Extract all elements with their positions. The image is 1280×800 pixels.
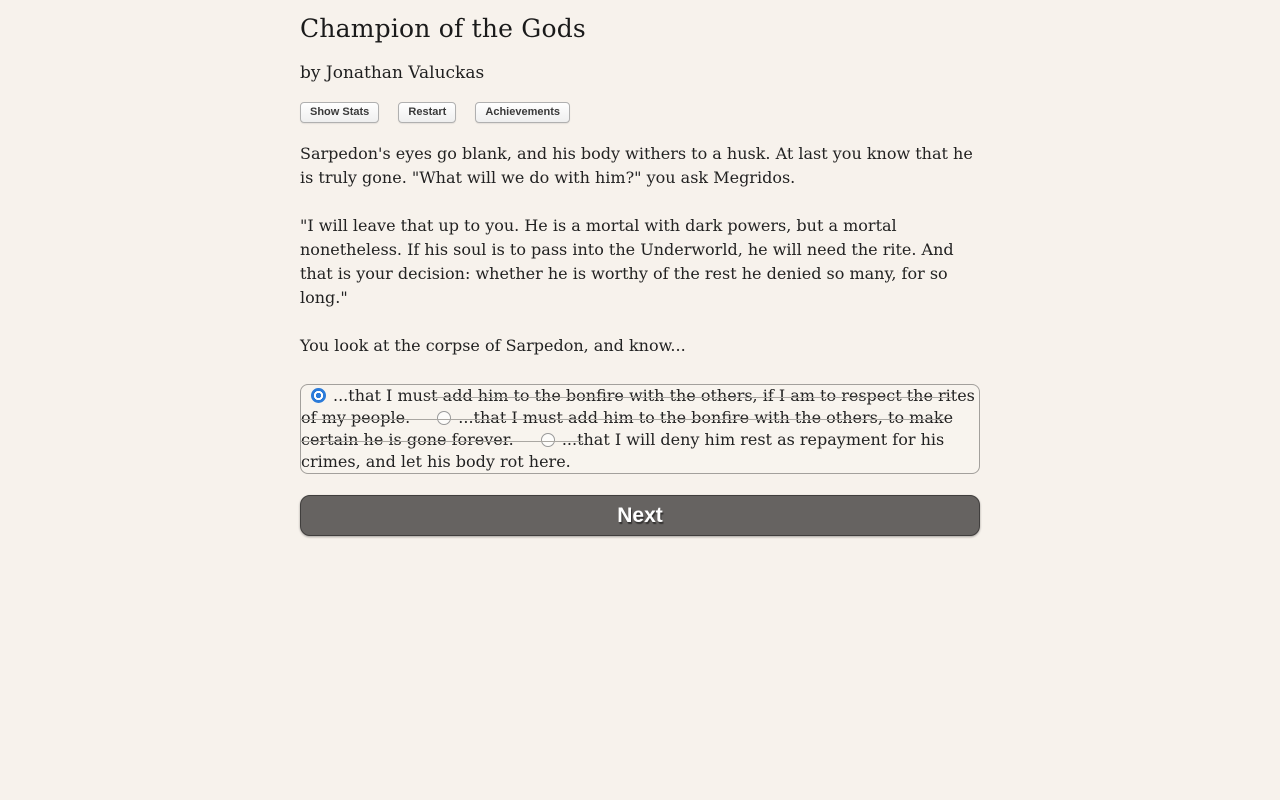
achievements-button[interactable]: Achievements bbox=[475, 102, 570, 123]
story-text bbox=[300, 142, 980, 358]
page-title: Champion of the Gods bbox=[300, 14, 586, 43]
radio-icon[interactable] bbox=[541, 433, 555, 447]
choice-option-label[interactable]: ...that I will deny him rest as repayment for his crimes, and let his body rot here. bbox=[301, 430, 945, 471]
choice-option-label[interactable]: ...that I must add him to the bonfire with the others, to make certain he is gone forever. bbox=[301, 408, 954, 449]
next-button[interactable]: Next bbox=[300, 495, 980, 536]
radio-icon[interactable] bbox=[437, 411, 451, 425]
choice-list bbox=[300, 384, 980, 474]
story-paragraph: "I will leave that up to you. He is a mortal with dark powers, but a mortal nonetheless. If his soul is to pass into the Underworld, he will need the rite. And that is your decision: whether he is worthy of the rest he denied so many, for so long." bbox=[300, 216, 954, 307]
game-page bbox=[300, 0, 980, 536]
story-paragraph: Sarpedon's eyes go blank, and his body withers to a husk. At last you know that he is truly gone. "What will we do with him?" you ask Megridos. bbox=[300, 144, 973, 187]
toolbar bbox=[300, 100, 980, 123]
show-stats-button[interactable]: Show Stats bbox=[300, 102, 379, 123]
author-line: by Jonathan Valuckas bbox=[300, 63, 485, 83]
choice-option-label[interactable]: ...that I must add him to the bonfire with the others, if I am to respect the rites of my people. bbox=[301, 386, 975, 427]
radio-icon[interactable] bbox=[311, 388, 326, 403]
restart-button[interactable]: Restart bbox=[398, 102, 456, 123]
story-paragraph: You look at the corpse of Sarpedon, and know... bbox=[300, 336, 686, 355]
